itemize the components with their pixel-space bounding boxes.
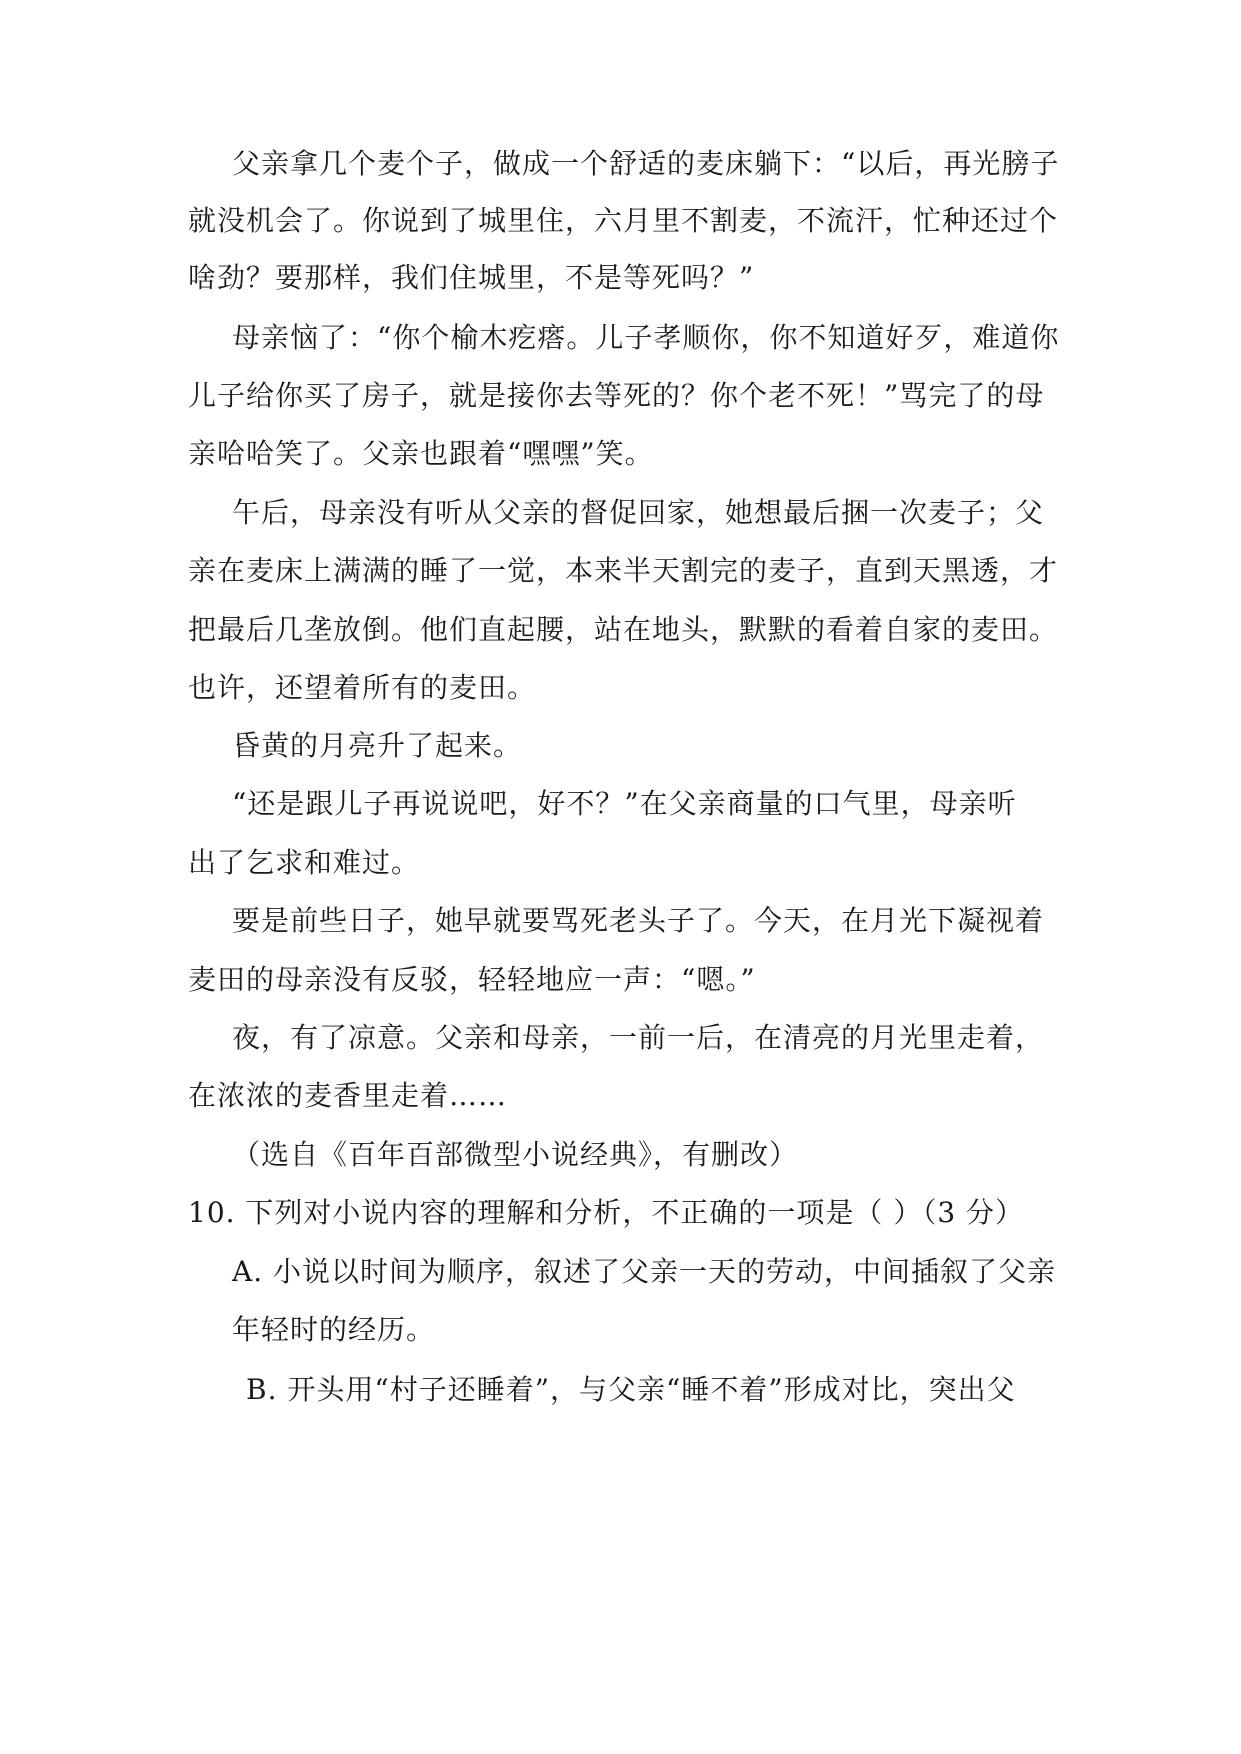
option-a-line-1: A. 小说以时间为顺序，叙述了父亲一天的劳动，中间插叙了父亲 (232, 1255, 1057, 1288)
text-line-14: 要是前些日子，她早就要骂死老头子了。今天，在月光下凝视着 (232, 904, 1045, 937)
text-line-2: 就没机会了。你说到了城里住，六月里不割麦，不流汗，忙种还过个 (188, 204, 1059, 237)
text-line-7: 午后，母亲没有听从父亲的督促回家，她想最后捆一次麦子；父 (232, 496, 1045, 529)
source-citation: （选自《百年百部微型小说经典》，有删改） (232, 1138, 799, 1171)
text-line-5: 儿子给你买了房子，就是接你去等死的？你个老不死！”骂完了的母 (188, 379, 1045, 412)
text-line-17: 在浓浓的麦香里走着…… (188, 1079, 508, 1112)
text-line-8: 亲在麦床上满满的睡了一觉，本来半天割完的麦子，直到天黑透，才 (188, 554, 1059, 587)
option-a-line-2: 年轻时的经历。 (232, 1313, 436, 1346)
text-line-16: 夜，有了凉意。父亲和母亲，一前一后，在清亮的月光里走着， (232, 1021, 1045, 1054)
text-line-12: “还是跟儿子再说说吧，好不？”在父亲商量的口气里，母亲听 (232, 787, 1017, 820)
text-line-10: 也许，还望着所有的麦田。 (188, 671, 537, 704)
text-line-9: 把最后几垄放倒。他们直起腰，站在地头，默默的看着自家的麦田。 (188, 613, 1059, 646)
text-line-3: 啥劲？要那样，我们住城里，不是等死吗？” (188, 261, 755, 294)
text-line-13: 出了乞求和难过。 (188, 846, 421, 879)
text-line-11: 昏黄的月亮升了起来。 (232, 729, 523, 762)
option-b-line-1: B. 开头用“村子还睡着”，与父亲“睡不着”形成对比，突出父 (246, 1373, 1016, 1406)
text-line-1: 父亲拿几个麦个子，做成一个舒适的麦床躺下：“以后，再光膀子 (232, 147, 1060, 180)
text-line-15: 麦田的母亲没有反驳，轻轻地应一声：“嗯。” (188, 963, 756, 996)
text-line-6: 亲哈哈笑了。父亲也跟着“嘿嘿”笑。 (188, 437, 654, 470)
text-line-4: 母亲恼了：“你个榆木疙瘩。儿子孝顺你，你不知道好歹，难道你 (232, 321, 1060, 354)
question-10: 10. 下列对小说内容的理解和分析，不正确的一项是（ ）（3 分） (188, 1196, 1025, 1229)
